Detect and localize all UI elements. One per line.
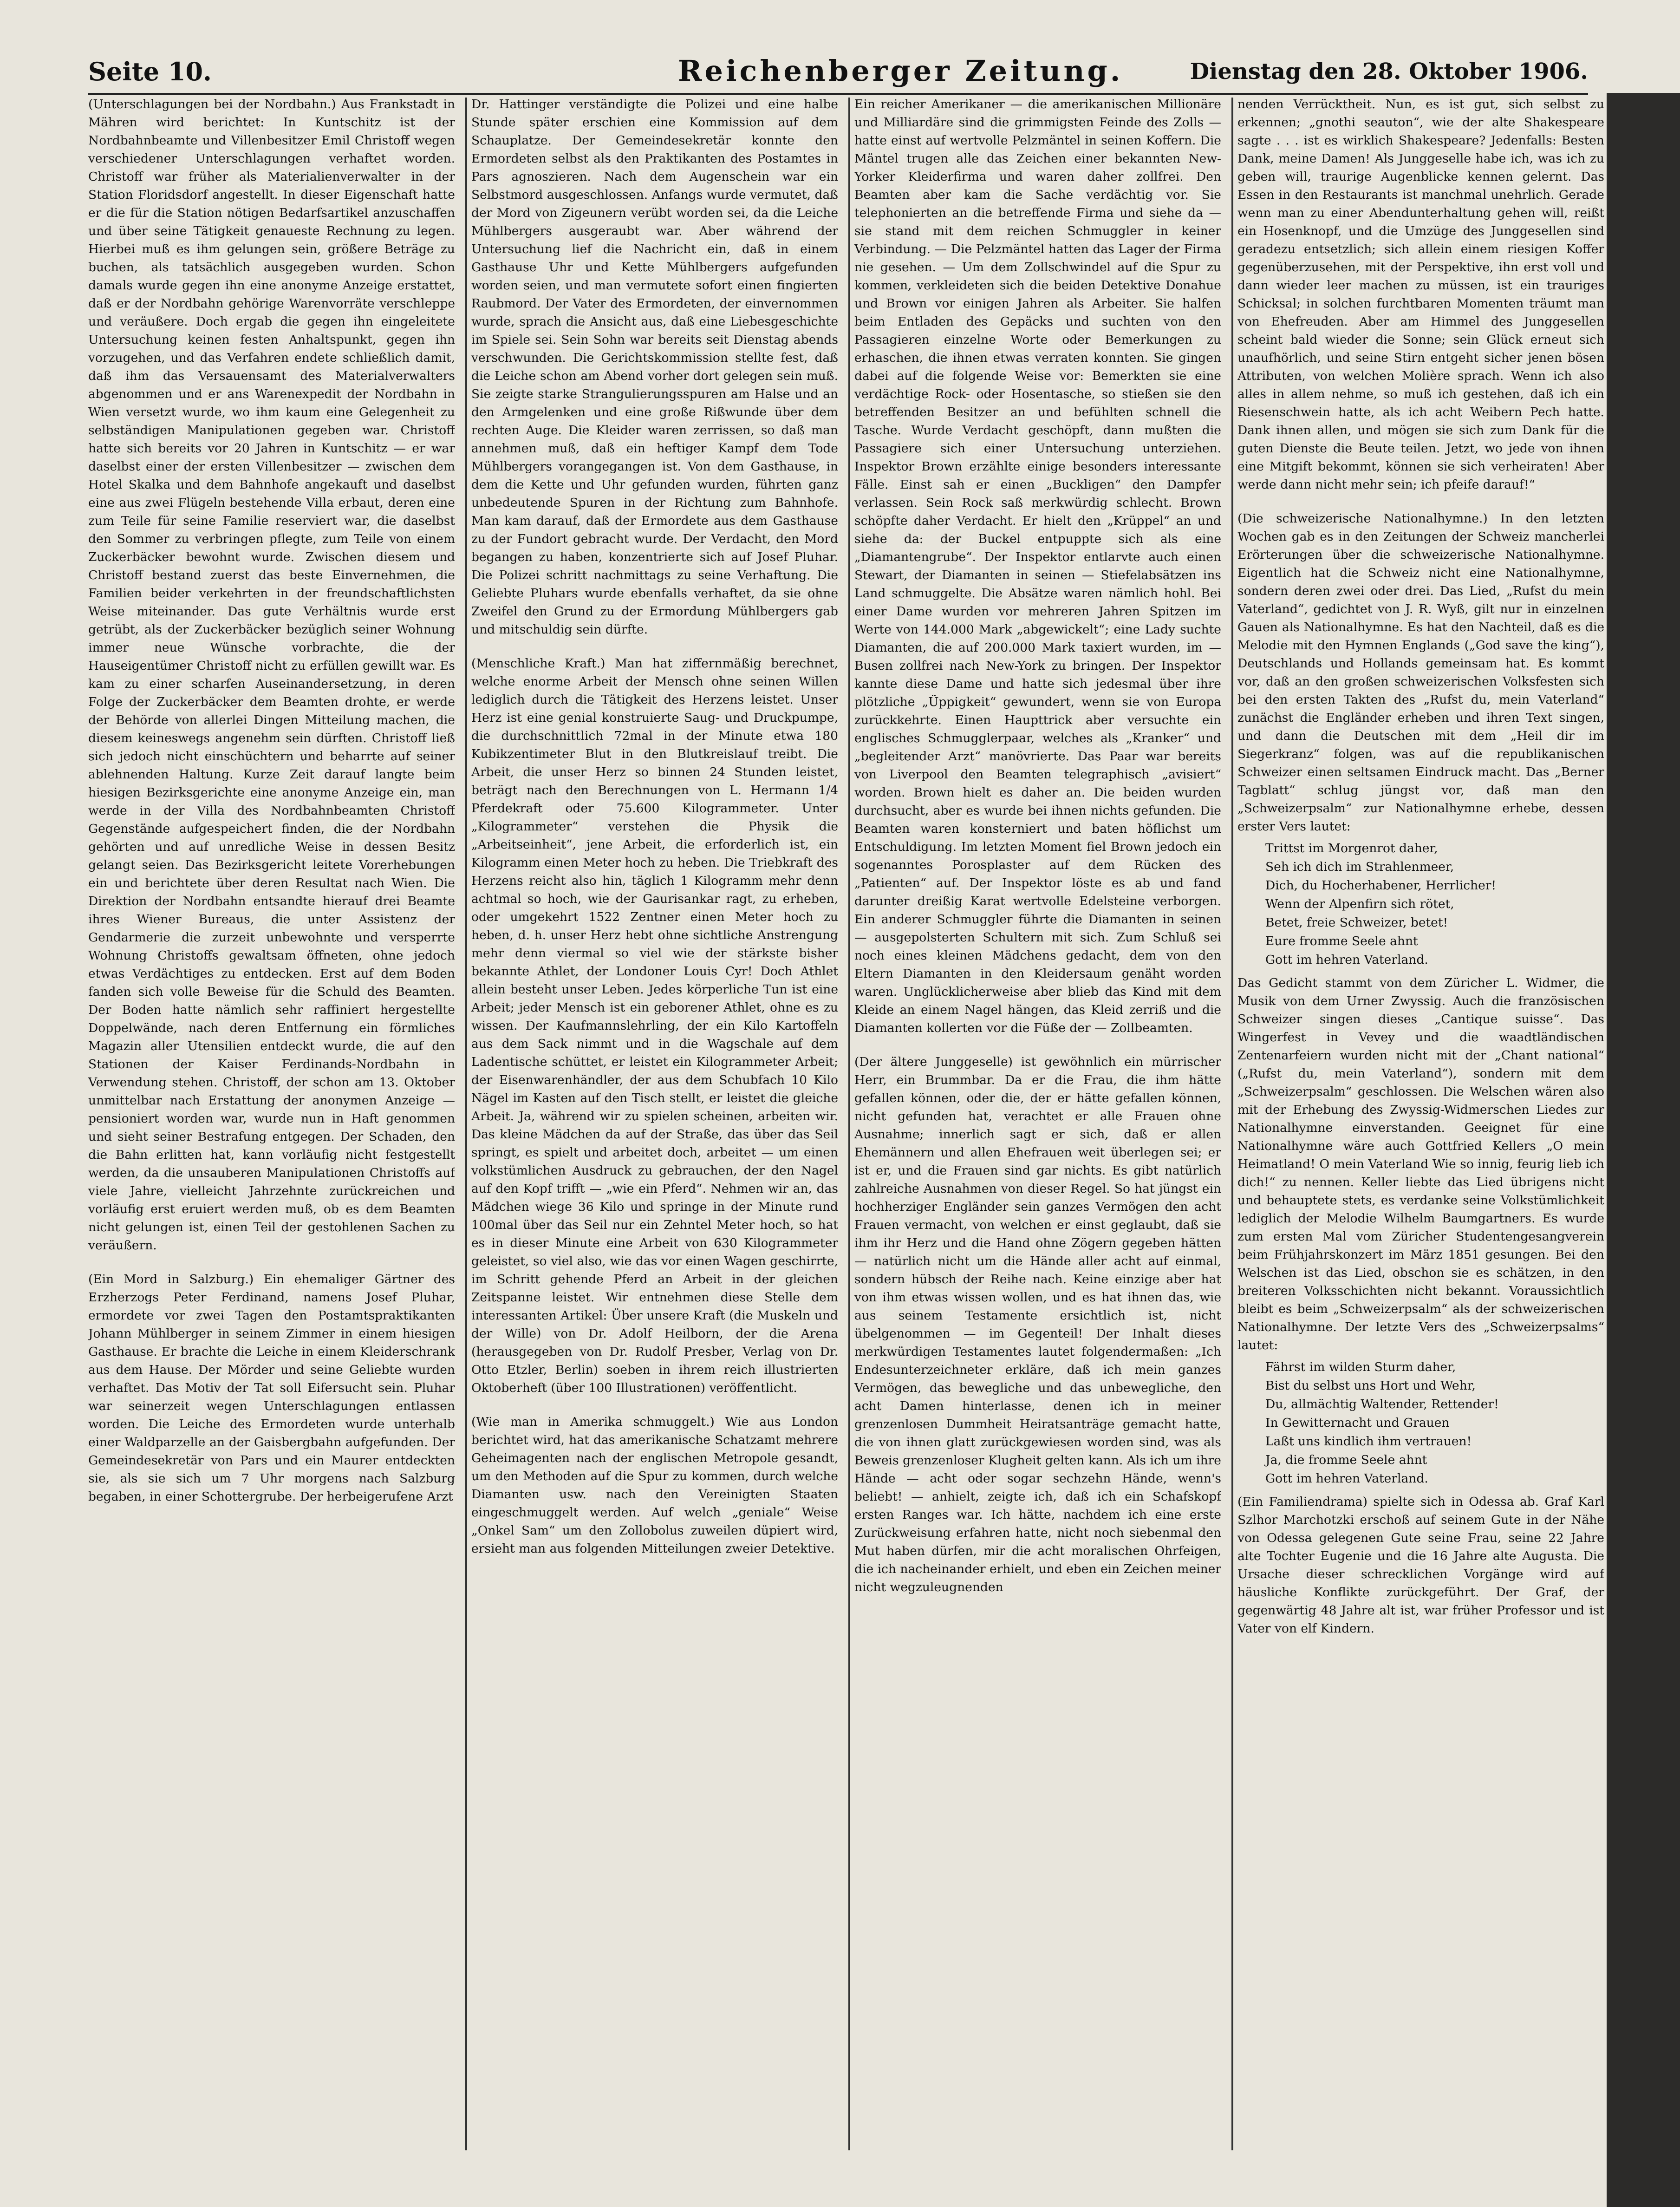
verse-line: Betet, freie Schweizer, betet!: [1265, 915, 1448, 930]
column-4: [1237, 95, 1604, 2153]
newspaper-title: Reichenberger Zeitung.: [678, 54, 1123, 88]
article-familiendrama: (Ein Familiendrama) spielte sich in Odessa ab. Graf Karl Szlhor Marchotzki erschoß auf seinem Gute in der Nähe von Odessa gelegenen Gute seine Frau, seine 22 Jahre alte Tochter Eugenie und die 16 Jahre alte Augusta. Die Ursache dieser schrecklichen Vorgänge wird auf häusliche Konflikte zurückgeführt. Der Graf, der gegenwärtig 48 Jahre alt ist, war früher Professor und ist Vater von elf Kindern.: [1237, 1495, 1604, 1636]
verse-line: Dich, du Hocherhabener, Herrlicher!: [1265, 878, 1497, 893]
verse-line: In Gewitternacht und Grauen: [1265, 1416, 1450, 1430]
article-aeltere-junggeselle: (Der ältere Junggeselle) ist gewöhnlich ein mürrischer Herr, ein Brummbar. Da er die Frau, die ihm hätte gefallen können, oder die, der er hätte gefallen können, nicht gefunden hat, verachtet er alle Frauen ohne Ausnahme; innerlich sagt er sich, daß er allen Ehemännern und allen Ehefrauen weit überlegen sei; er ist er, und die Frauen sind gar nichts. Es gibt natürlich zahlreiche Ausnahmen von dieser Regel. So hat jüngst ein hochherziger Engländer sein ganzes Vermögen den acht Frauen vermacht, von welchen er einst geglaubt, daß sie ihm ihr Herz und die Hand ohne Zögern gegeben hätten — natürlich nicht um die Hände aller acht auf einmal, sondern hübsch der Reihe nach. Keine einzige aber hat von ihm etwas wissen wollen, und es hat ihnen das, wie aus seinem Testamente ersichtlich ist, nicht übelgenommen — im Gegenteil! Der Inhalt dieses merkwürdigen Testamentes lautet folgendermaßen: „Ich Endesunterzeichneter erkläre, daß ich mein ganzes Vermögen, das bewegliche und das unbewegliche, den acht Damen hinterlasse, denen ich in meiner grenzenlosen Dummheit Heiratsanträge gemacht hatte, die von ihnen glatt zurückgewiesen worden sind, was als Beweis grenzenloser Klugheit gelten kann. Als ich um ihre Hände — acht oder sogar sechzehn Hände, wenn's beliebt! — anhielt, zeigte ich, daß ich ein Schafskopf ersten Ranges war. Ich hätte, nachdem ich eine erste Zurückweisung erfahren hatte, nicht noch siebenmal den Mut haben dürfen, mir die acht moralischen Ohrfeigen, die ich nacheinander erhielt, und eben ein Zeichen meiner nicht wegzuleugnenden: [854, 1055, 1221, 1594]
article-nationalhymne-cont: Das Gedicht stammt von dem Züricher L. Widmer, die Musik von dem Urner Zwyssig. Auch die französischen Schweizer singen dieses „Cantique suisse“. Das Wingerfest in Vevey und die waadtländischen Zentenarfeiern wurden nicht mit der „Chant national“ („Rufst du, mein Vaterland“), sondern mit dem „Schweizerpsalm“ geschlossen. Die Welschen wären also mit der Erhebung des Zwyssig-Widmerschen Liedes zur Nationalhymne einverstanden. Geeignet für eine Nationalhymne wäre auch Gottfried Kellers „O mein Heimatland! O mein Vaterland Wie so innig, feurig lieb ich dich!“ zu nennen. Keller liebte das Lied übrigens nicht und behauptete stets, es verdanke seine Volkstümlichkeit lediglich der Melodie Wilhelm Baumgartners. Es wurde zum ersten Mal vom Züricher Studentengesangverein beim Frühjahrskonzert im März 1851 gesungen. Bei den Welschen ist das Lied, obschon sie es schätzen, in den breiteren Volksschichten nicht bekannt. Voraussichtlich bleibt es beim „Schweizerpsalm“ als der schweizerischen Nationalhymne. Der letzte Vers des „Schweizerpsalms“ lautet:: [1237, 976, 1604, 1352]
scan-page-edge: [1607, 93, 1680, 2207]
column-2: [471, 95, 838, 2153]
article-mord-continued: Dr. Hattinger verständigte die Polizei und eine halbe Stunde später erschien eine Kommission auf dem Schauplatze. Der Gemeindesekretär konnte den Ermordeten selbst als den Praktikanten des Postamtes in Pars agnoszieren. Nach dem Augenschein war ein Selbstmord ausgeschlossen. Anfangs wurde vermutet, daß der Mord von Zigeunern verübt worden sei, da die Leiche Mühlbergers ausgeraubt war. Aber während der Untersuchung lief die Nachricht ein, daß in einem Gasthause Uhr und Kette Mühlbergers aufgefunden worden seien, und man vermutete sofort einen fingierten Raubmord. Der Vater des Ermordeten, der einvernommen wurde, sprach die Ansicht aus, daß eine Liebesgeschichte im Spiele sei. Sein Sohn war bereits seit Dienstag abends verschwunden. Die Gerichtskommission stellte fest, daß die Leiche schon am Abend vorher dort gelegen sein muß. Sie zeigte starke Strangulierungsspuren am Halse und an den Armgelenken und eine große Rißwunde über dem rechten Auge. Die Kleider waren zerrissen, so daß man annehmen muß, daß ein heftiger Kampf dem Tode Mühlbergers vorangegangen ist. Von dem Gasthause, in dem die Kette und Uhr gefunden wurden, führten ganz unbedeutende Spuren in der Richtung zum Bahnhofe. Man kam darauf, daß der Ermordete aus dem Gasthause zu der Fundort gebracht wurde. Der Verdacht, den Mord begangen zu haben, konzentrierte sich auf Josef Pluhar. Die Polizei schritt nachmittags zu seine Verhaftung. Die Geliebte Pluhars wurde ebenfalls verhaftet, da sie ohne Zweifel den Grund zu der Ermordung Mühlbergers gab und mitschuldig sein dürfte.: [471, 97, 838, 637]
article-junggeselle-continued: nenden Verrücktheit. Nun, es ist gut, sich selbst zu erkennen; „gnothi seauton“, wie der alte Shakespeare sagte . . . ist es wirklich Shakespeare? Jedenfalls: Besten Dank, meine Damen! Als Junggeselle habe ich, was ich zu geben will, traurige Augenblicke kennen gelernt. Das Essen in den Restaurants ist manchmal unehrlich. Gerade wenn man zu einer Abendunterhaltung gehen will, reißt ein Hosenknopf, und die Umzüge des Junggesellen sind geradezu entsetzlich; sich allein einem riesigen Koffer gegenüberzusehen, mit der Perspektive, ihn erst voll und dann wieder leer machen zu müssen, ist ein trauriges Schicksal; in solchen furchtbaren Momenten träumt man von Ehefreuden. Aber am Himmel des Junggesellen scheint bald wieder die Sonne; sein Glück erneut sich unaufhörlich, und seine Stirn entgeht sicher jenen bösen Attributen, von welchen Molière sprach. Wenn ich also alles in allem nehme, so muß ich gestehen, daß ich ein Riesenschwein hatte, als ich acht Weibern Pech hatte. Dank ihnen allen, und mögen sie sich zum Dank für die guten Dienste die Beute teilen. Jetzt, wo jede von ihnen eine Mitgift bekommt, können sie sich verheiraten! Aber werde dann nicht mehr sein; ich pfeife darauf!“: [1237, 97, 1604, 492]
verse-line: Wenn der Alpenfirn sich rötet,: [1265, 897, 1454, 911]
verse-line: Eure fromme Seele ahnt: [1265, 934, 1418, 948]
verse-line: Laßt uns kindlich ihm vertrauen!: [1265, 1434, 1472, 1449]
verse-line: Trittst im Morgenrot daher,: [1265, 841, 1438, 855]
verse-line: Ja, die fromme Seele ahnt: [1265, 1453, 1427, 1467]
article-amerika-schmuggelt: (Wie man in Amerika schmuggelt.) Wie aus London berichtet wird, hat das amerikanische Schatzamt mehrere Geheimagenten nach der englischen Metropole gesandt, um den Methoden auf die Spur zu kommen, durch welche Diamanten usw. nach den Vereinigten Staaten eingeschmuggelt werden. Auf welch „geniale“ Weise „Onkel Sam“ um den Zollobolus zuweilen düpiert wird, ersieht man aus folgenden Mitteilungen zweier Detektive.: [471, 1415, 838, 1556]
verse-line: Gott im hehren Vaterland.: [1265, 953, 1428, 967]
verse-line: Du, allmächtig Waltender, Rettender!: [1265, 1397, 1499, 1411]
column-3: [854, 95, 1221, 2153]
issue-date: Dienstag den 28. Oktober 1906.: [1190, 59, 1588, 85]
verse-last: [1237, 1358, 1604, 1488]
article-mord-salzburg: (Ein Mord in Salzburg.) Ein ehemaliger Gärtner des Erzherzogs Peter Ferdinand, namens Josef Pluhar, ermordete vor zwei Tagen den Postamtspraktikanten Johann Mühlberger in seinem Zimmer in einem hiesigen Gasthause. Er brachte die Leiche in einem Kleiderschrank aus dem Hause. Der Mörder und seine Geliebte wurden verhaftet. Das Motiv der Tat soll Eifersucht sein. Pluhar war seinerzeit wegen Unterschlagungen entlassen worden. Die Leiche des Ermordeten wurde unterhalb einer Waldparzelle an der Gaisbergbahn aufgefunden. Der Gemeindesekretär von Pars und ein Maurer entdeckten sie, als sie sich um 7 Uhr morgens nach Salzburg begaben, in einer Schottergrube. Der herbeigerufene Arzt: [88, 1272, 455, 1504]
article-schmuggel-continued: Ein reicher Amerikaner — die amerikanischen Millionäre und Milliardäre sind die grimmigsten Feinde des Zolls — hatte einst auf wertvolle Pelzmäntel in seinen Koffern. Die Mäntel trugen alle das Zeichen einer bekannten New-Yorker Kleiderfirma und waren daher zollfrei. Den Beamten aber kam die Sache verdächtig vor. Sie telephonierten an die betreffende Firma und siehe da — sie stand mit dem reichen Schmuggler in keiner Verbindung. — Die Pelzmäntel hatten das Lager der Firma nie gesehen. — Um dem Zollschwindel auf die Spur zu kommen, verkleideten sich die beiden Detektive Donahue und Brown vor einigen Jahren als Arbeiter. Sie halfen beim Entladen des Gepäcks und suchten von den Passagieren einzelne Worte oder Bemerkungen zu erhaschen, die ihnen etwas verraten konnten. Sie gingen dabei auf die folgende Weise vor: Bemerkten sie eine verdächtige Rock- oder Hosentasche, so stießen sie den betreffenden Besitzer an und befühlten schnell die Tasche. Wurde Verdacht geschöpft, dann mußten die Passagiere sich einer Untersuchung unterziehen. Inspektor Brown erzählte einige besonders interessante Fälle. Einst sah er einen „Buckligen“ den Dampfer verlassen. Sein Rock saß merkwürdig schlecht. Brown schöpfte daher Verdacht. Er hielt den „Krüppel“ an und siehe da: der Buckel entpuppte sich als eine „Diamantengrube“. Der Inspektor entlarvte auch einen Stewart, der Diamanten in seinen — Stiefelabsätzen ins Land schmuggelte. Die Absätze waren nämlich hohl. Bei einer Dame wurden vor mehreren Jahren Spitzen im Werte von 144.000 Mark „abgewickelt“; eine Lady suchte Diamanten, die auf 200.000 Mark taxiert wurden, im — Busen zollfrei nach New-York zu bringen. Der Inspektor kannte diese Dame und hatte sich jedesmal über ihre plötzliche „Üppigkeit“ gewundert, wenn sie von Europa zurückkehrte. Einen Haupttrick aber versuchte ein englisches Schmugglerpaar, welches als „Kranker“ und „begleitender Arzt“ manövrierte. Das Paar war bereits von Liverpool den Beamten telegraphisch „avisiert“ worden. Brown hielt es daher an. Die beiden wurden durchsucht, aber es wurde bei ihnen nichts gefunden. Die Beamten waren konsterniert und baten höflichst um Entschuldigung. Im letzten Moment fiel Brown jedoch ein sogenanntes Porosplaster auf dem Rücken des „Patienten“ auf. Der Inspektor löste es ab und fand darunter dreißig Karat wertvolle Edelsteine verborgen. Ein anderer Schmuggler führte die Diamanten in seinen — ausgepolsterten Schultern mit sich. Zum Schluß sei noch eines kleinen Mädchens gedacht, dem von den Eltern Diamanten in den Kleidersaum genäht worden waren. Unglücklicherweise aber blieb das Kind mit dem Kleide an einem Nagel hängen, das Kleid zerriß und die Diamanten kollerten vor die Füße der — Zollbeamten.: [854, 97, 1221, 1035]
verse-first: [1237, 839, 1604, 969]
page-header: [88, 51, 1588, 95]
verse-line: Fährst im wilden Sturm daher,: [1265, 1360, 1456, 1374]
verse-line: Gott im hehren Vaterland.: [1265, 1471, 1428, 1486]
column-1: [88, 95, 455, 2153]
verse-line: Seh ich dich im Strahlenmeer,: [1265, 860, 1454, 874]
verse-line: Bist du selbst uns Hort und Wehr,: [1265, 1378, 1476, 1393]
article-menschliche-kraft: (Menschliche Kraft.) Man hat ziffernmäßig berechnet, welche enorme Arbeit der Mensch ohne seinen Willen lediglich durch die Tätigkeit des Herzens leistet. Unser Herz ist eine genial konstruierte Saug- und Druckpumpe, die durchschnittlich 72mal in der Minute etwa 180 Kubikzentimeter Blut in den Blutkreislauf treibt. Die Arbeit, die unser Herz so binnen 24 Stunden leistet, beträgt nach den Berechnungen von L. Hermann 1/4 Pferdekraft oder 75.600 Kilogrammeter. Unter „Kilogrammeter“ verstehen die Physik die „Arbeitseinheit“, jene Arbeit, die erforderlich ist, ein Kilogramm einen Meter hoch zu heben. Die Triebkraft des Herzens reicht also hin, täglich 1 Kilogramm mehr denn achtmal so hoch, wie der Gaurisankar ragt, zu erheben, oder umgekehrt 1522 Zentner einen Meter hoch zu heben, d. h. unser Herz hebt ohne sichtliche Anstrengung mehr denn viermal so viel wie der stärkste bisher bekannte Athlet, der Londoner Louis Cyr! Doch Athlet allein besteht unser Leben. Jedes körperliche Tun ist eine Arbeit; jeder Mensch ist ein geborener Athlet, ohne es zu wissen. Der Kaufmannslehrling, der ein Kilo Kartoffeln aus dem Sack nimmt und in die Wagschale auf dem Ladentische schüttet, er leistet ein Kilogrammeter Arbeit; der Eisenwarenhändler, der aus dem Schubfach 10 Kilo Nägel im Kasten auf den Tisch stellt, er leistet die gleiche Arbeit. Ja, während wir zu spielen scheinen, arbeiten wir. Das kleine Mädchen da auf der Straße, das über das Seil springt, es spielt und arbeitet doch, arbeitet — um einen volkstümlichen Ausdruck zu gebrauchen, der den Nagel auf den Kopf trifft — „wie ein Pferd“. Nehmen wir an, das Mädchen wiege 36 Kilo und springe in der Minute rund 100mal über das Seil nur ein Zehntel Meter hoch, so hat es in dieser Minute eine Arbeit von 630 Kilogrammeter geleistet, so viel also, wie das vor einen Wagen geschirrte, im Schritt gehende Pferd an Arbeit in der gleichen Zeitspanne leistet. Wir entnehmen diese Stelle dem interessanten Artikel: Über unsere Kraft (die Muskeln und der Wille) von Dr. Adolf Heilborn, der die Arena (herausgegeben von Dr. Rudolf Presber, Verlag von Dr. Otto Etzler, Berlin) soeben in ihrem reich illustrierten Oktoberheft (über 100 Illustrationen) veröffentlicht.: [471, 656, 838, 1395]
article-unterschlagungen: (Unterschlagungen bei der Nordbahn.) Aus Frankstadt in Mähren wird berichtet: In Kuntschitz ist der Nordbahnbeamte und Villenbesitzer Emil Christoff wegen verschiedener Unterschlagungen verhaftet worden. Christoff war früher als Materialienverwalter in der Station Floridsdorf angestellt. In dieser Eigenschaft hatte er die für die Station nötigen Bedarfsartikel anzuschaffen und über seine Tätigkeit genaueste Rechnung zu legen. Hierbei muß es ihm gelungen sein, größere Beträge zu buchen, als tatsächlich ausgegeben wurden. Schon damals wurde gegen ihn eine anonyme Anzeige erstattet, daß er der Nordbahn gehörige Warenvorräte verschleppe und veräußere. Doch ergab die gegen ihn eingeleitete Untersuchung keinen festen Anhaltspunkt, gegen ihn vorzugehen, und das Verfahren endete schließlich damit, daß ihm das Versauensamt des Materialverwalters abgenommen und er ans Warenexpedit der Nordbahn in Wien versetzt wurde, wo ihm kaum eine Gelegenheit zu selbständigen Manipulationen gegeben war. Christoff hatte sich bereits vor 20 Jahren in Kuntschitz — er war daselbst einer der ersten Villenbesitzer — zwischen dem Hotel Skalka und dem Bahnhofe angekauft und daselbst eine aus zwei Flügeln bestehende Villa erbaut, deren eine zum Teile für seine Familie reserviert war, die daselbst den Sommer zu verbringen pflegte, zum Teile von einem Zuckerbäcker bewohnt wurde. Zwischen diesem und Christoff bestand zuerst das beste Einvernehmen, die Familien beider verkehrten in der freundschaftlichsten Weise miteinander. Das gute Verhältnis wurde erst getrübt, als der Zuckerbäcker bezüglich seiner Wohnung immer neue Wünsche vorbrachte, die der Hauseigentümer Christoff nicht zu erfüllen gewillt war. Es kam zu einer scharfen Auseinandersetzung, in deren Folge der Zuckerbäcker dem Beamten drohte, er werde der Behörde von allerlei Dingen Mitteilung machen, die diesem keineswegs angenehm sein dürften. Christoff ließ sich jedoch nicht einschüchtern und beharrte auf seiner ablehnenden Haltung. Kurze Zeit darauf langte beim hiesigen Bezirksgerichte eine anonyme Anzeige ein, man werde in der Villa des Nordbahnbeamten Christoff Gegenstände aufgespeichert finden, die der Nordbahn gehörten und auf unredliche Weise in dessen Besitz gelangt seien. Das Bezirksgericht leitete Vorerhebungen ein und berichtete über deren Resultat nach Wien. Die Direktion der Nordbahn entsandte hierauf drei Beamte ihres Wiener Bureaus, die unter Assistenz der Gendarmerie die zurzeit unbewohnte und versperrte Wohnung Christoffs gewaltsam öffneten, ohne jedoch etwas Verdächtiges zu entdecken. Erst auf dem Boden fanden sich volle Beweise für die Schuld des Beamten. Der Boden hatte nämlich sehr raffiniert hergestellte Doppelwände, nach deren Entfernung ein förmliches Magazin aller Utensilien entdeckt wurde, die auf den Stationen der Kaiser Ferdinands-Nordbahn in Verwendung stehen. Christoff, der schon am 13. Oktober unmittelbar nach Erstattung der anonymen Anzeige — pensioniert worden war, wurde nun in Haft genommen und sieht seiner Bestrafung entgegen. Der Schaden, den die Bahn erlitten hat, kann vorläufig nicht festgestellt werden, da die unsauberen Manipulationen Christoffs auf viele Jahre, vielleicht Jahrzehnte zurückreichen und vorläufig erst eruiert werden muß, ob es dem Beamten nicht gelungen ist, einen Teil der gestohlenen Sachen zu veräußern.: [88, 97, 455, 1253]
article-columns: [88, 95, 1604, 2153]
article-nationalhymne: (Die schweizerische Nationalhymne.) In den letzten Wochen gab es in den Zeitungen der Schweiz mancherlei Erörterungen über die schweizerische Nationalhymne. Eigentlich hat die Schweiz nicht eine Nationalhymne, sondern deren zwei oder drei. Das Lied, „Rufst du mein Vaterland“, gedichtet von J. R. Wyß, gilt nur in einzelnen Gauen als Nationalhymne. Es hat den Nachteil, daß es die Melodie mit den Hymnen Englands („God save the king“), Deutschlands und Hollands gemeinsam hat. Es kommt vor, daß an den großen schweizerischen Volksfesten sich bei den ersten Takten des „Rufst du, mein Vaterland“ zunächst die Engländer erheben und ihren Text singen, und dann die Deutschen mit dem „Heil dir im Siegerkranz“ folgen, was auf die republikanischen Schweizer einen seltsamen Eindruck macht. Das „Berner Tagblatt“ schlug jüngst vor, daß man den „Schweizerpsalm“ zur Nationalhymne erhebe, dessen erster Vers lautet:: [1237, 511, 1604, 834]
page-number: Seite 10.: [88, 57, 212, 86]
